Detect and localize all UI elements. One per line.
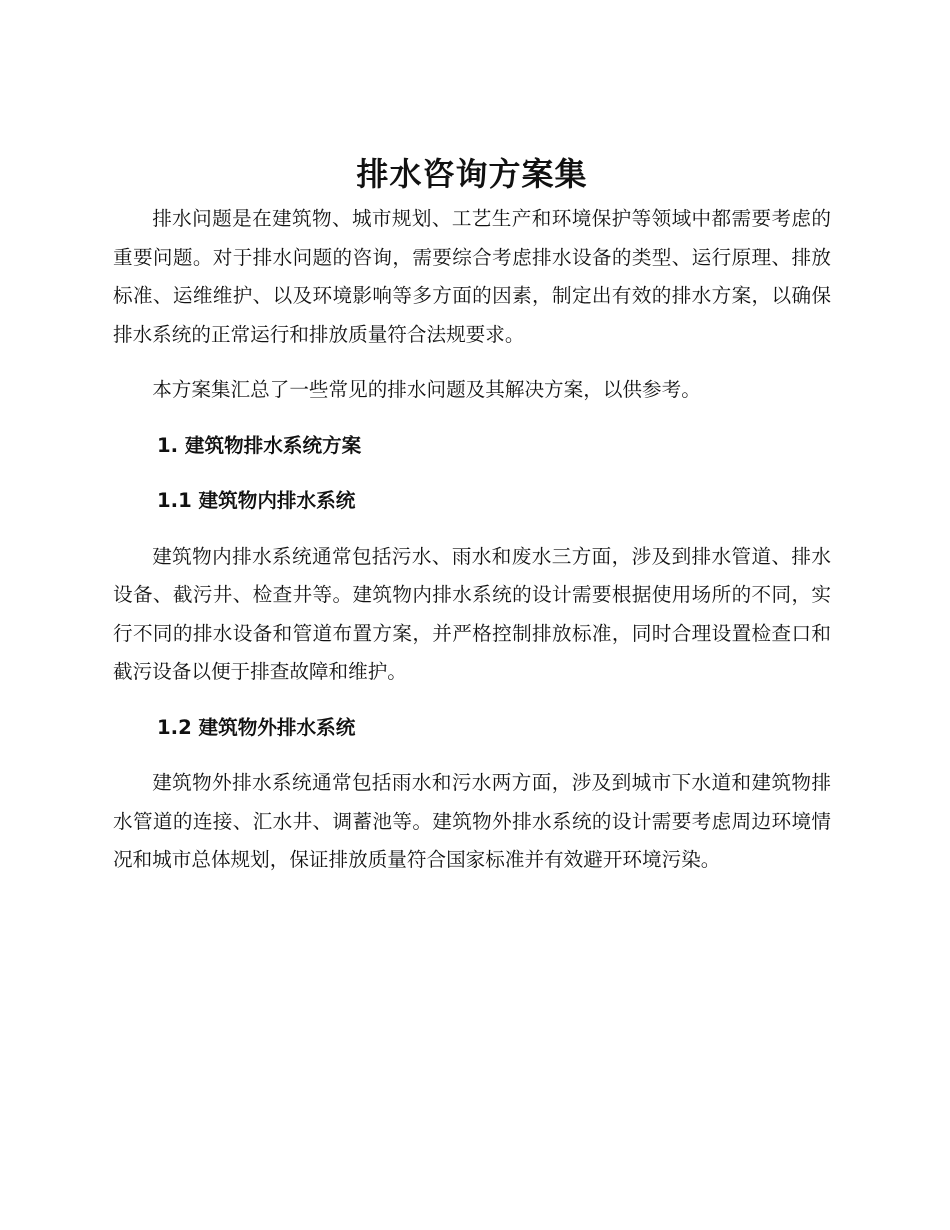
document-page [113, 148, 831, 880]
summary-paragraph: 本方案集汇总了一些常见的排水问题及其解决方案，以供参考。 [152, 378, 701, 401]
section-heading-1: 1. 建筑物排水系统方案 [157, 433, 362, 457]
subsection-heading-1-1: 1.1 建筑物内排水系统 [157, 489, 356, 512]
intro-paragraph: 排水问题是在建筑物、城市规划、工艺生产和环境保护等领域中都需要考虑的重要问题。对于排水问题的咨询，需要综合考虑排水设备的类型、运行原理、排放标准、运维维护、以及环境影响等多方面的因素，制定出有效的排水方案，以确保排水系统的正常运行和排放质量符合法规要求。 [113, 207, 831, 346]
subsection-body-1-1: 建筑物内排水系统通常包括污水、雨水和废水三方面，涉及到排水管道、排水设备、截污井、检查井等。建筑物内排水系统的设计需要根据使用场所的不同，实行不同的排水设备和管道布置方案，并严格控制排放标准，同时合理设置检查口和截污设备以便于排查故障和维护。 [113, 544, 831, 683]
subsection-body-1-2: 建筑物外排水系统通常包括雨水和污水两方面，涉及到城市下水道和建筑物排水管道的连接、汇水井、调蓄池等。建筑物外排水系统的设计需要考虑周边环境情况和城市总体规划，保证排放质量符合国家标准并有效避开环境污染。 [113, 771, 831, 871]
subsection-heading-1-2: 1.2 建筑物外排水系统 [157, 715, 356, 739]
document-title: 排水咨询方案集 [356, 155, 588, 193]
